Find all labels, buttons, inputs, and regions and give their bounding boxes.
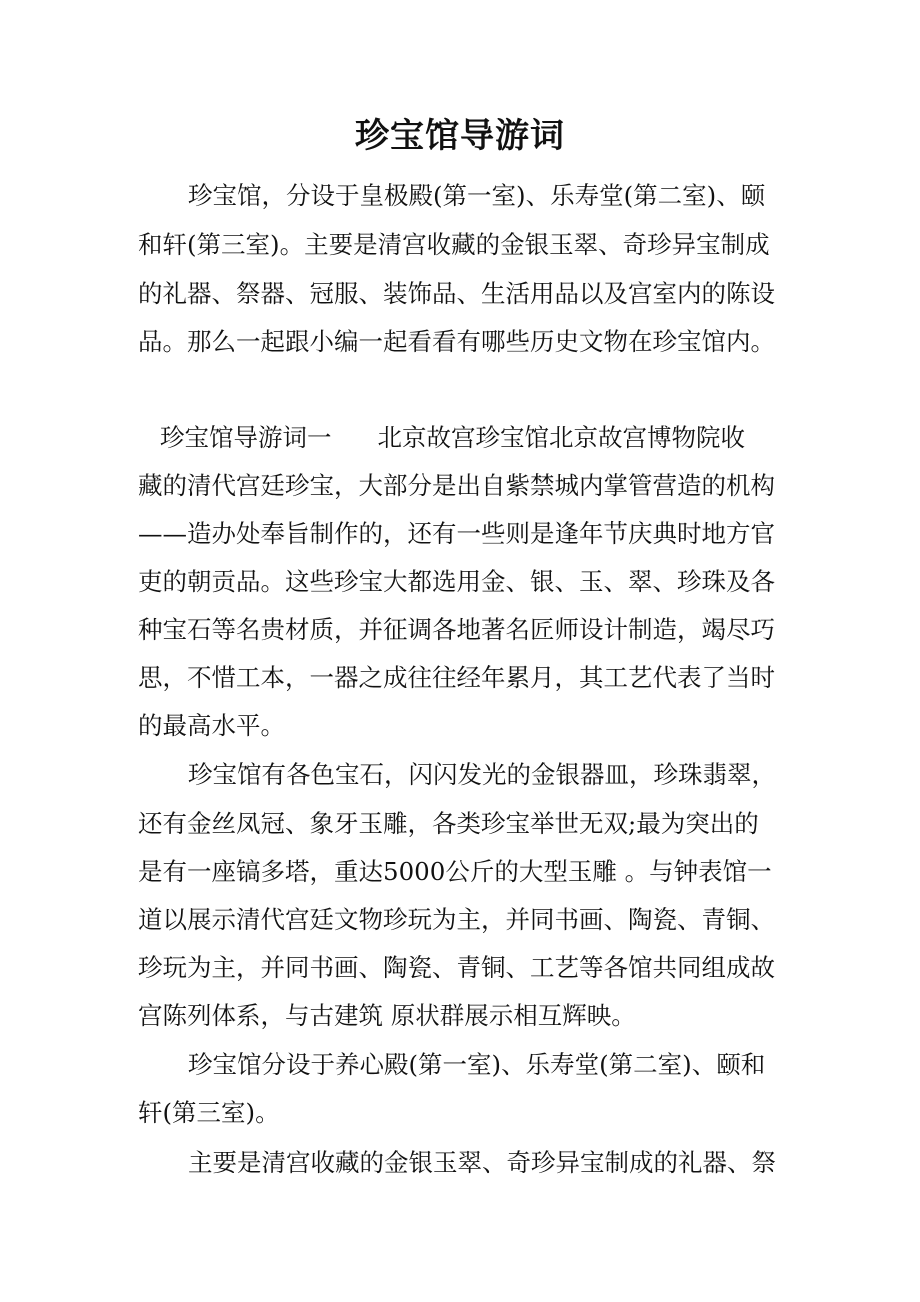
intro-line-1: 珍宝馆，分设于皇极殿(第一室)、乐寿堂(第二室)、颐	[188, 181, 766, 210]
para-2-line-6: 宫陈列体系，与古建筑 原状群展示相互辉映。	[138, 1001, 636, 1030]
para-2-line-4: 道以展示清代宫廷文物珍玩为主，并同书画、陶瓷、青铜、	[138, 905, 775, 934]
intro-line-3: 的礼器、祭器、冠服、装饰品、生活用品以及宫室内的陈设	[138, 279, 775, 308]
intro-line-4: 品。那么一起跟小编一起看看有哪些历史文物在珍宝馆内。	[138, 327, 775, 356]
para-2-line-1: 珍宝馆有各色宝石，闪闪发光的金银器皿，珍珠翡翠，	[188, 760, 776, 789]
section-1-first-line-text: 北京故宫珍宝馆北京故宫博物院收	[377, 423, 745, 452]
section-1-line-4: 吏的朝贡品。这些珍宝大都选用金、银、玉、翠、珍珠及各	[138, 567, 775, 596]
section-1-line-5: 种宝石等名贵材质，并征调各地著名匠师设计制造，竭尽巧	[138, 615, 775, 644]
para-3-line-1: 珍宝馆分设于养心殿(第一室)、乐寿堂(第二室)、颐和	[188, 1050, 766, 1079]
para-2-line-3: 是有一座镐多塔，重达5000公斤的大型玉雕 。与钟表馆一	[138, 857, 772, 886]
section-1-line-6: 思，不惜工本，一器之成往往经年累月，其工艺代表了当时	[138, 663, 775, 692]
document-title: 珍宝馆导游词	[355, 116, 565, 156]
section-1-heading: 珍宝馆导游词一	[160, 423, 332, 452]
para-2-line-2: 还有金丝凤冠、象牙玉雕，各类珍宝举世无双;最为突出的	[138, 809, 759, 838]
section-1-line-3: ——造办处奉旨制作的，还有一些则是逢年节庆典时地方官	[138, 519, 775, 548]
para-4-line-1: 主要是清宫收藏的金银玉翠、奇珍异宝制成的礼器、祭	[188, 1148, 776, 1177]
para-3-line-2: 轩(第三室)。	[138, 1098, 280, 1127]
para-2-line-5: 珍玩为主，并同书画、陶瓷、青铜、工艺等各馆共同组成故	[138, 953, 775, 982]
section-1-line-2: 藏的清代宫廷珍宝，大部分是出自紫禁城内掌管营造的机构	[138, 471, 775, 500]
section-1-line-7: 的最高水平。	[138, 711, 285, 740]
intro-line-2: 和轩(第三室)。主要是清宫收藏的金银玉翠、奇珍异宝制成	[138, 230, 770, 259]
section-1-first-line	[160, 420, 745, 456]
